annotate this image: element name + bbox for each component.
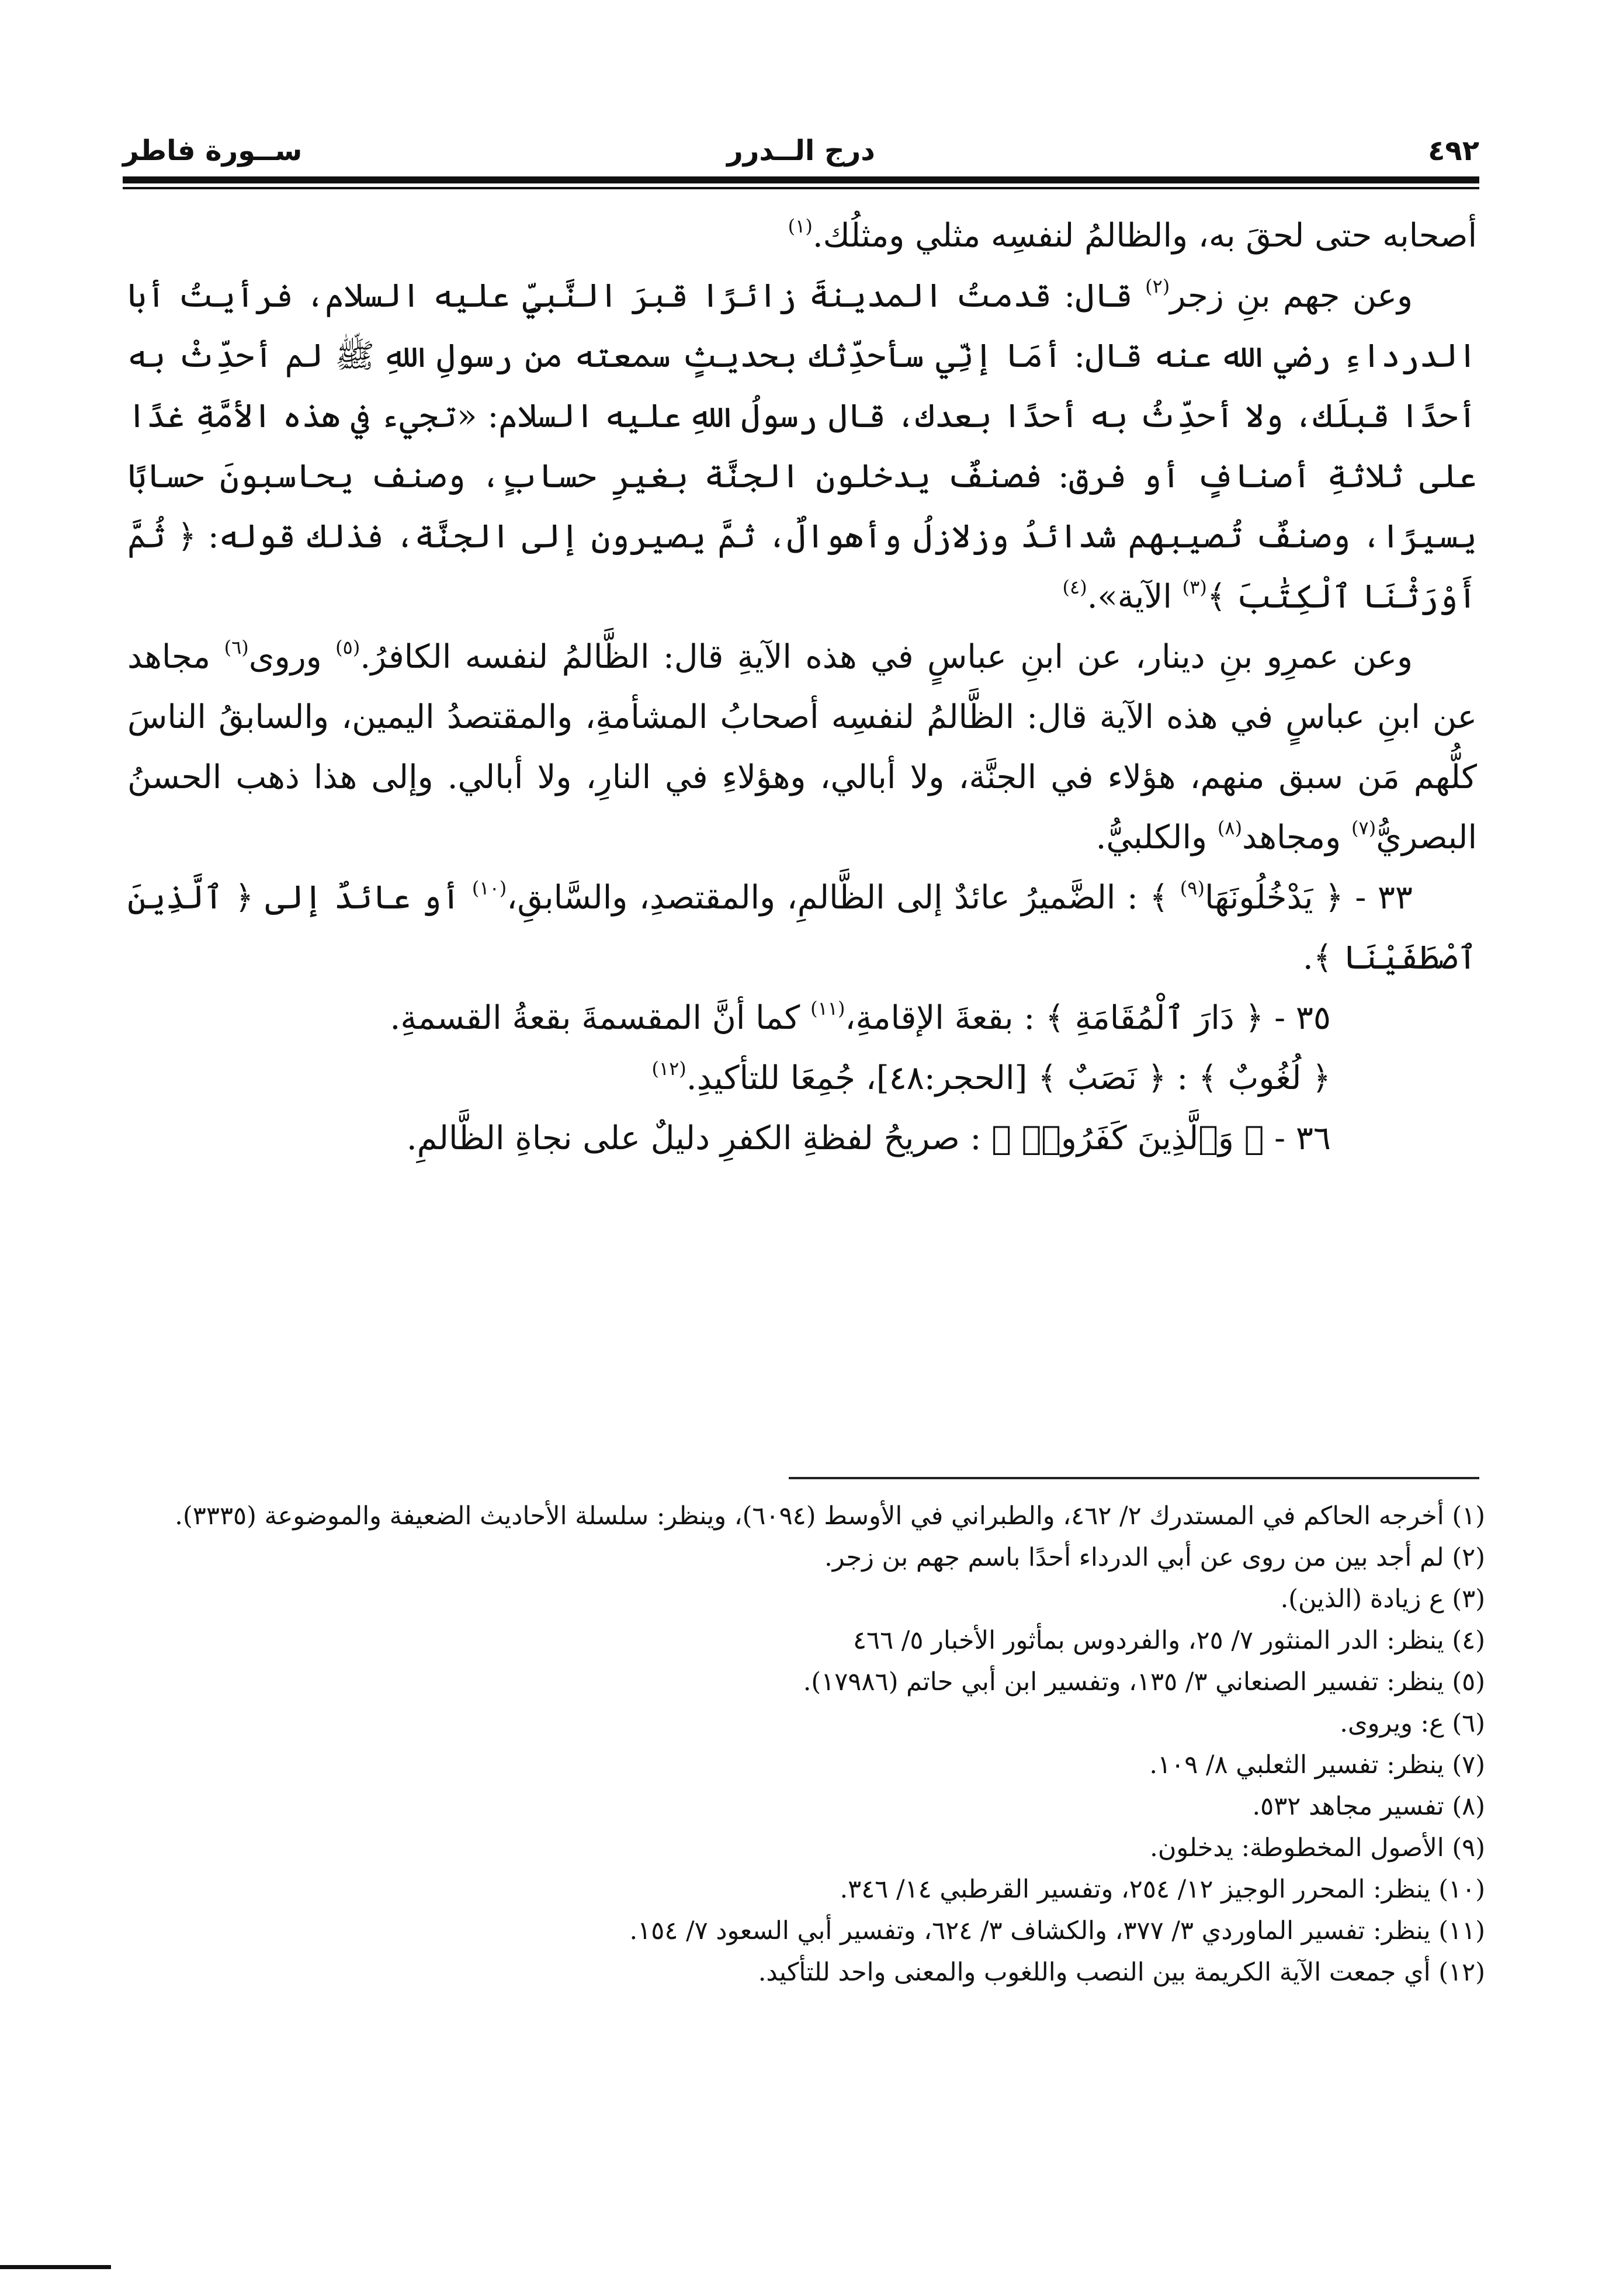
footnote-9: (٩) الأصول المخطوطة: يدخلون. <box>1150 1833 1485 1863</box>
quran-verse: ﴿ يَدْخُلُونَهَا <box>1204 879 1344 917</box>
footnote-6: (٦) ع: ويروى. <box>1340 1709 1485 1738</box>
paragraph-text: الآية». <box>1087 578 1183 616</box>
paragraph-2 <box>127 266 1477 627</box>
footnote-ref-4: (٤) <box>1062 576 1087 598</box>
footnote-3: (٣) ع زيادة (الذين). <box>1280 1584 1485 1614</box>
scan-corner-mark <box>0 2265 111 2269</box>
footnote-ref-1: (١) <box>788 215 813 237</box>
paragraph-1 <box>127 206 1477 266</box>
footnote-ref-9: (٩) <box>1180 877 1205 899</box>
footnote-ref-12: (١٢) <box>651 1057 686 1080</box>
quran-verse: ﴿ دَارَ ٱلْمُقَامَةِ ﴾ <box>1045 999 1264 1037</box>
footnote-ref-5: (٥) <box>335 636 360 658</box>
footnote-ref-3: (٣) <box>1182 576 1207 598</box>
paragraph-text: والكلبيُّ. <box>1095 818 1218 856</box>
paragraph-text: وروى <box>248 638 336 676</box>
footnote-ref-11: (١١) <box>810 997 845 1019</box>
footnote-2: (٢) لم أجد بين من روى عن أبي الدرداء أحدًا باسم جهم بن زجر. <box>824 1543 1485 1572</box>
footnote-4: (٤) ينظر: الدر المنثور ٧/ ٢٥، والفردوس بمأثور الأخبار ٥/ ٤٦٦ <box>852 1626 1485 1655</box>
quran-verse: ﴿ وَٱلَّذِينَ كَفَرُوا۟ ﴾ <box>991 1119 1264 1157</box>
surah-title: ســورة فاطر <box>123 134 303 167</box>
verse-number: ٣٦ - <box>1264 1119 1331 1157</box>
quran-verse-close: ﴾ <box>1149 879 1180 917</box>
footnote-1: (١) أخرجه الحاكم في المستدرك ٢/ ٤٦٢، والطبراني في الأوسط (٦٠٩٤)، وينظر: سلسلة الأحاديث الضعيفة والموضوعة (٣٣٣٥). <box>175 1501 1485 1531</box>
verse-commentary-lughub <box>127 1048 1331 1108</box>
book-title: درج الــدرر <box>727 134 875 167</box>
footnote-ref-2: (٢) <box>1145 275 1170 297</box>
footnote-11: (١١) ينظر: تفسير الماوردي ٣/ ٣٧٧، والكشاف ٣/ ٦٢٤، وتفسير أبي السعود ٧/ ١٥٤. <box>629 1916 1485 1945</box>
paragraph-text: : بقعةَ الإقامةِ، <box>845 999 1046 1037</box>
footnote-ref-8: (٨) <box>1217 817 1243 839</box>
page-header <box>123 122 1479 174</box>
paragraph-text: مجاهد عن ابنِ عباسٍ في هذه الآية قال: الظَّالمُ لنفسِه أصحابُ المشأمةِ، والمقتصدُ اليمين، والسابقُ الناسَ كلُّهم مَن سبق منهم، هؤلاء في الجنَّة، ولا أبالي، وهؤلاءِ في النارِ، ولا أبالي. وإلى هذا ذهب الحسنُ البصريُّ <box>127 638 1477 856</box>
footnote-8: (٨) تفسير مجاهد ٥٣٢. <box>1252 1792 1485 1821</box>
paragraph-text: كما أنَّ المقسمةَ بقعةُ القسمةِ. <box>390 999 811 1037</box>
quran-verse: ﴿ نَصَبٌ ﴾ <box>1038 1059 1167 1097</box>
header-rule-thin <box>123 187 1479 189</box>
paragraph-text: : صريحُ لفظةِ الكفرِ دليلٌ على نجاةِ الظَّالمِ. <box>406 1119 992 1157</box>
footnote-7: (٧) ينظر: تفسير الثعلبي ٨/ ١٠٩. <box>1149 1750 1485 1780</box>
paragraph-text: . <box>1302 939 1313 977</box>
paragraph-text: : الضَّميرُ عائدٌ إلى الظَّالمِ، والمقتصدِ، والسَّابقِ، <box>507 879 1150 917</box>
footnote-separator <box>789 1477 1479 1479</box>
footnote-ref-10: (١٠) <box>471 877 507 899</box>
footnote-ref-7: (٧) <box>1351 817 1376 839</box>
header-rule-thick <box>123 176 1479 183</box>
footnote-10: (١٠) ينظر: المحرر الوجيز ١٢/ ٢٥٤، وتفسير القرطبي ١٤/ ٣٤٦. <box>840 1875 1485 1904</box>
paragraph-text: [الحجر:٤٨]، جُمِعَا للتأكيدِ. <box>686 1059 1038 1097</box>
verse-commentary-35 <box>127 988 1331 1048</box>
footnote-12: (١٢) أي جمعت الآية الكريمة بين النصب واللغوب والمعنى واحد للتأكيد. <box>758 1958 1485 1987</box>
paragraph-text: أصحابه حتى لحقَ به، والظالمُ لنفسِه مثلي ومثلُك. <box>812 217 1477 255</box>
paragraph-text: وعن عمرِو بنِ دينار، عن ابنِ عباسٍ في هذه الآيةِ قال: الظَّالمُ لنفسه الكافرُ. <box>360 638 1413 676</box>
quran-verse: ﴿ لُغُوبٌ ﴾ <box>1198 1059 1331 1097</box>
verse-number: ٣٣ - <box>1343 879 1413 917</box>
main-text <box>127 206 1477 1168</box>
quran-verse: ﴿ ٱلَّذِينَ ٱصْطَفَيْنَا ﴾ <box>127 879 1477 977</box>
footnote-ref-6: (٦) <box>224 636 249 658</box>
footnote-5: (٥) ينظر: تفسير الصنعاني ٣/ ١٣٥، وتفسير ابن أبي حاتم (١٧٩٨٦). <box>803 1667 1485 1697</box>
paragraph-text: ومجاهد <box>1242 818 1352 856</box>
quran-verse: ﴿ ثُمَّ أَوْرَثْنَا ٱلْكِتَٰبَ ﴾ <box>127 518 1477 616</box>
paragraph-text: : <box>1166 1059 1199 1097</box>
footnotes <box>120 1496 1485 1993</box>
verse-number: ٣٥ - <box>1264 999 1331 1037</box>
paragraph-text: قال: قدمتُ المدينةَ زائرًا قبرَ النَّبيِّ عليه السلام، فرأيتُ أبا الدرداءِ رضي الله عنه قال: أمَا إنِّي سأحدِّثك بحديثٍ سمعته من رسولِ اللهِ ﷺ لم أحدِّثْ به أحدًا قبلَك، ولا أحدِّثُ به أحدًا بعدك، قال رسولُ اللهِ عليه السلام: «تجيء في هذه الأمَّةِ غدًا على ثلاثةِ أصنافٍ أو فرق: فصنفٌ يدخلون الجنَّة بغيرِ حسابٍ، وصنف يحاسبونَ حسابًا يسيرًا، وصنفٌ تُصيبهم شدائدُ وزلازلُ وأهوالٌ، ثمَّ يصيرون إلى الجنَّة، فذلك قوله: <box>127 277 1477 556</box>
verse-commentary-33 <box>127 868 1477 988</box>
paragraph-text: وعن جهم بنِ زجر <box>1170 277 1413 315</box>
verse-commentary-36 <box>127 1108 1331 1168</box>
paragraph-3 <box>127 627 1477 868</box>
paragraph-text: أو عائدٌ إلى <box>254 879 472 917</box>
page-number: ٤٩٢ <box>1428 134 1479 167</box>
